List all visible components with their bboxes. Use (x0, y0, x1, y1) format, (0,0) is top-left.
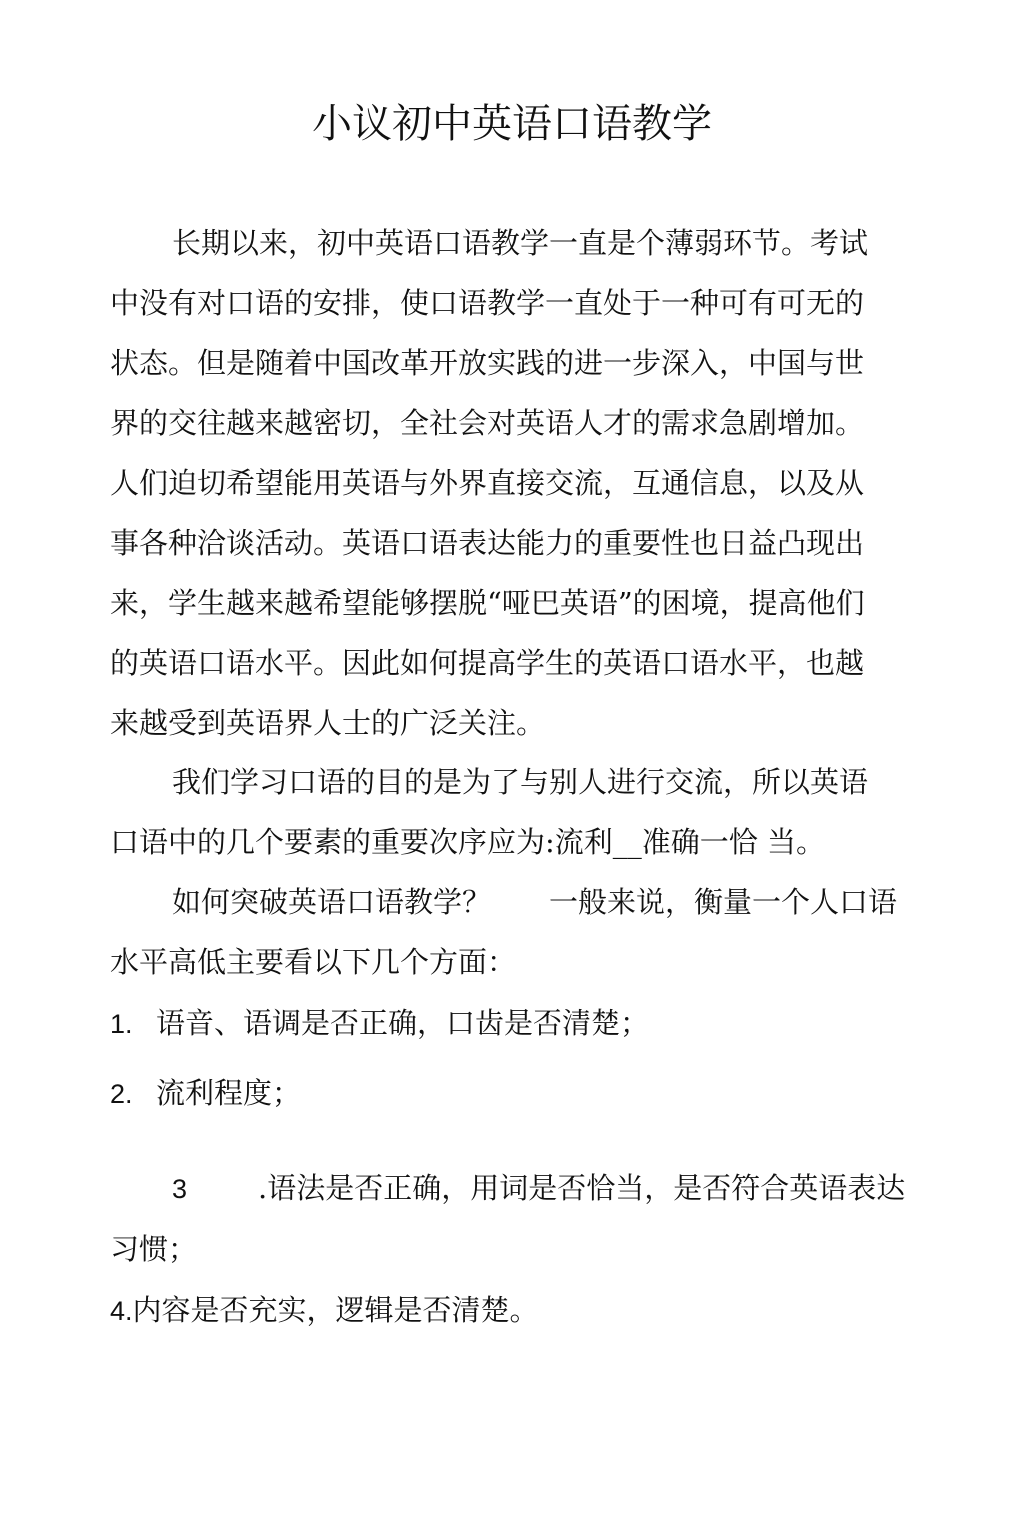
paragraph-criteria: 如何突破英语口语教学？ 一般来说，衡量一个人口语水平高低主要看以下几个方面： (110, 885, 898, 979)
list-item-number: 1. (110, 1009, 133, 1039)
list-item (110, 1290, 539, 1331)
list-item (110, 1073, 301, 1114)
list-item-number: 4. (110, 1296, 133, 1326)
list-item-text: 流利程度； (156, 1076, 302, 1110)
list-item (110, 1158, 922, 1279)
list-item-text: 内容是否充实，逻辑是否清楚。 (132, 1293, 539, 1327)
list-item-text: 语音、语调是否正确，口齿是否清楚； (156, 1006, 650, 1040)
paragraph-intro: 长期以来，初中英语口语教学一直是个薄弱环节。考试中没有对口语的安排，使口语教学一直处于一种可有可无的状态。但是随着中国改革开放实践的进一步深入，中国与世界的交往越来越密切，全社会对英语人才的需求急剧增加。人们迫切希望能用英语与外界直接交流，互通信息，以及从事各种洽谈活动。英语口语表达能力的重要性也日益凸现出来，学生越来越希望能够摆脱“哑巴英语”的困境，提高他们的英语口语水平。因此如何提高学生的英语口语水平，也越来越受到英语界人士的广泛关注。 (110, 226, 869, 740)
list-item-number: 2. (110, 1079, 133, 1109)
paragraph-purpose: 我们学习口语的目的是为了与别人进行交流，所以英语口语中的几个要素的重要次序应为:流利__准确一恰 当。 (110, 765, 869, 859)
list-item-text: .语法是否正确，用词是否恰当，是否符合英语表达习惯； (110, 1171, 906, 1266)
list-item-number: 3 (172, 1174, 188, 1204)
document-title: 小议初中英语口语教学 (312, 101, 712, 147)
list-item (110, 1003, 649, 1044)
